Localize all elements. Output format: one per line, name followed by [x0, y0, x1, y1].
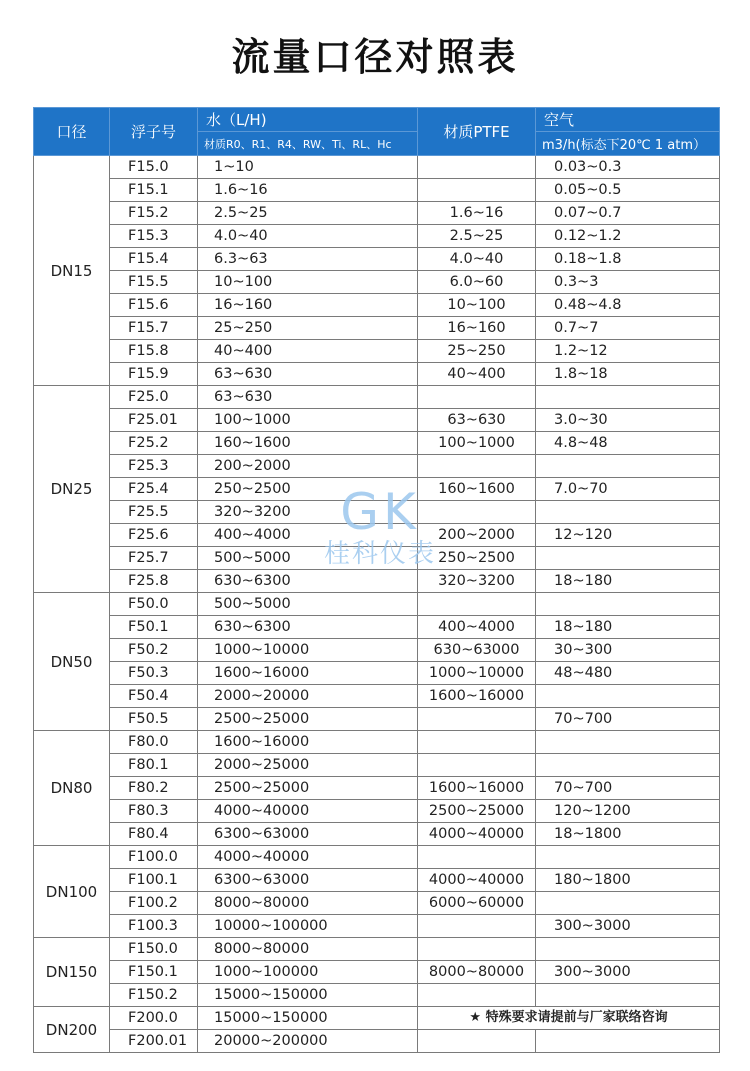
ptfe-range-cell: 4000~40000: [418, 869, 536, 892]
air-range-cell: 0.3~3: [536, 271, 720, 294]
water-range-cell: 200~2000: [198, 455, 418, 478]
table-row: [34, 777, 720, 800]
table-row: [34, 317, 720, 340]
ptfe-range-cell: 1.6~16: [418, 202, 536, 225]
table-row: [34, 800, 720, 823]
table-row: [34, 455, 720, 478]
float-cell: F15.4: [110, 248, 198, 271]
water-range-cell: 1000~100000: [198, 961, 418, 984]
header-ptfe: 材质PTFE: [418, 108, 536, 156]
water-range-cell: 1600~16000: [198, 731, 418, 754]
ptfe-range-cell: [418, 846, 536, 869]
air-range-cell: [536, 593, 720, 616]
float-cell: F25.6: [110, 524, 198, 547]
table-row: [34, 984, 720, 1007]
float-cell: F80.2: [110, 777, 198, 800]
float-cell: F15.0: [110, 156, 198, 179]
table-row: [34, 248, 720, 271]
water-range-cell: 320~3200: [198, 501, 418, 524]
float-cell: F15.3: [110, 225, 198, 248]
float-cell: F100.0: [110, 846, 198, 869]
float-cell: F15.7: [110, 317, 198, 340]
air-range-cell: [536, 731, 720, 754]
water-range-cell: 630~6300: [198, 570, 418, 593]
caliber-cell: DN15: [34, 156, 110, 386]
air-range-cell: 0.7~7: [536, 317, 720, 340]
ptfe-range-cell: [418, 455, 536, 478]
water-range-cell: 63~630: [198, 363, 418, 386]
water-range-cell: 15000~150000: [198, 984, 418, 1007]
water-range-cell: 63~630: [198, 386, 418, 409]
air-range-cell: 0.05~0.5: [536, 179, 720, 202]
page-title: 流量口径对照表: [231, 35, 519, 79]
table-row: [34, 156, 720, 179]
float-cell: F25.4: [110, 478, 198, 501]
ptfe-range-cell: 1600~16000: [418, 777, 536, 800]
air-range-cell: 120~1200: [536, 800, 720, 823]
ptfe-range-cell: [418, 386, 536, 409]
float-cell: F200.01: [110, 1030, 198, 1053]
float-cell: F50.2: [110, 639, 198, 662]
air-range-cell: 70~700: [536, 777, 720, 800]
table-row: [34, 202, 720, 225]
table-row: [34, 961, 720, 984]
table-row: [34, 731, 720, 754]
header-caliber: 口径: [34, 108, 110, 156]
header-water: 水（L/H): [198, 108, 418, 132]
float-cell: F200.0: [110, 1007, 198, 1030]
float-cell: F25.0: [110, 386, 198, 409]
table-row: [34, 501, 720, 524]
table-row: [34, 386, 720, 409]
float-cell: F100.2: [110, 892, 198, 915]
ptfe-range-cell: [418, 938, 536, 961]
header-water-material: 材质R0、R1、R4、RW、Ti、RL、Hc: [198, 132, 418, 156]
water-range-cell: 20000~200000: [198, 1030, 418, 1053]
table-row: [34, 271, 720, 294]
table-row: [34, 409, 720, 432]
ptfe-range-cell: 400~4000: [418, 616, 536, 639]
table-row: [34, 363, 720, 386]
ptfe-range-cell: 2.5~25: [418, 225, 536, 248]
ptfe-range-cell: [418, 984, 536, 1007]
table-row: [34, 225, 720, 248]
ptfe-range-cell: 40~400: [418, 363, 536, 386]
table-row: [34, 869, 720, 892]
table-row: [34, 570, 720, 593]
ptfe-range-cell: 4000~40000: [418, 823, 536, 846]
water-range-cell: 6300~63000: [198, 823, 418, 846]
float-cell: F150.0: [110, 938, 198, 961]
air-range-cell: 12~120: [536, 524, 720, 547]
float-cell: F80.0: [110, 731, 198, 754]
table-row: [34, 179, 720, 202]
ptfe-range-cell: [418, 708, 536, 731]
float-cell: F15.2: [110, 202, 198, 225]
table-row: [34, 662, 720, 685]
float-cell: F15.1: [110, 179, 198, 202]
ptfe-range-cell: 320~3200: [418, 570, 536, 593]
water-range-cell: 100~1000: [198, 409, 418, 432]
watermark-text: 桂科仪表: [323, 539, 436, 569]
float-cell: F25.8: [110, 570, 198, 593]
water-range-cell: 250~2500: [198, 478, 418, 501]
water-range-cell: 2000~20000: [198, 685, 418, 708]
water-range-cell: 1~10: [198, 156, 418, 179]
water-range-cell: 400~4000: [198, 524, 418, 547]
table-row: [34, 294, 720, 317]
float-cell: F15.8: [110, 340, 198, 363]
air-range-cell: [536, 892, 720, 915]
water-range-cell: 8000~80000: [198, 938, 418, 961]
water-range-cell: 6.3~63: [198, 248, 418, 271]
note-cell: ★ 特殊要求请提前与厂家联络咨询: [418, 1007, 720, 1030]
water-range-cell: 4000~40000: [198, 846, 418, 869]
float-cell: F15.5: [110, 271, 198, 294]
air-range-cell: 300~3000: [536, 961, 720, 984]
table-row: [34, 1030, 720, 1053]
water-range-cell: 630~6300: [198, 616, 418, 639]
air-range-cell: [536, 938, 720, 961]
table-row: [34, 823, 720, 846]
ptfe-range-cell: 6000~60000: [418, 892, 536, 915]
table-header: [34, 108, 720, 156]
table-row: [34, 915, 720, 938]
ptfe-range-cell: [418, 501, 536, 524]
float-cell: F80.3: [110, 800, 198, 823]
air-range-cell: 0.12~1.2: [536, 225, 720, 248]
water-range-cell: 10000~100000: [198, 915, 418, 938]
water-range-cell: 4000~40000: [198, 800, 418, 823]
ptfe-range-cell: 63~630: [418, 409, 536, 432]
float-cell: F100.1: [110, 869, 198, 892]
float-cell: F25.5: [110, 501, 198, 524]
ptfe-range-cell: 10~100: [418, 294, 536, 317]
table-body: [34, 156, 720, 1053]
caliber-cell: DN150: [34, 938, 110, 1007]
air-range-cell: 70~700: [536, 708, 720, 731]
air-range-cell: [536, 846, 720, 869]
air-range-cell: 4.8~48: [536, 432, 720, 455]
water-range-cell: 2000~25000: [198, 754, 418, 777]
air-range-cell: [536, 547, 720, 570]
flow-caliber-table: [33, 107, 720, 1053]
table-row: [34, 639, 720, 662]
air-range-cell: 18~1800: [536, 823, 720, 846]
air-range-cell: 3.0~30: [536, 409, 720, 432]
float-cell: F15.6: [110, 294, 198, 317]
ptfe-range-cell: 6.0~60: [418, 271, 536, 294]
table-row: [34, 593, 720, 616]
air-range-cell: [536, 455, 720, 478]
air-range-cell: [536, 984, 720, 1007]
table-row: [34, 478, 720, 501]
header-air-unit: m3/h(标态下20℃ 1 atm）: [536, 132, 720, 156]
float-cell: F25.7: [110, 547, 198, 570]
water-range-cell: 4.0~40: [198, 225, 418, 248]
table-row: [34, 846, 720, 869]
ptfe-range-cell: [418, 593, 536, 616]
water-range-cell: 1600~16000: [198, 662, 418, 685]
table-row: [34, 938, 720, 961]
water-range-cell: 6300~63000: [198, 869, 418, 892]
watermark-logo: GK: [340, 483, 420, 541]
ptfe-range-cell: [418, 731, 536, 754]
float-cell: F150.2: [110, 984, 198, 1007]
table-row: [34, 754, 720, 777]
float-cell: F50.0: [110, 593, 198, 616]
water-range-cell: 160~1600: [198, 432, 418, 455]
ptfe-range-cell: 8000~80000: [418, 961, 536, 984]
air-range-cell: [536, 685, 720, 708]
water-range-cell: 500~5000: [198, 593, 418, 616]
water-range-cell: 2500~25000: [198, 777, 418, 800]
water-range-cell: 2.5~25: [198, 202, 418, 225]
table-row: [34, 524, 720, 547]
float-cell: F50.3: [110, 662, 198, 685]
air-range-cell: [536, 501, 720, 524]
water-range-cell: 1000~10000: [198, 639, 418, 662]
header-air: 空气: [536, 108, 720, 132]
float-cell: F50.4: [110, 685, 198, 708]
header-float: 浮子号: [110, 108, 198, 156]
air-range-cell: 300~3000: [536, 915, 720, 938]
air-range-cell: 1.2~12: [536, 340, 720, 363]
float-cell: F50.5: [110, 708, 198, 731]
air-range-cell: 0.03~0.3: [536, 156, 720, 179]
float-cell: F25.01: [110, 409, 198, 432]
caliber-cell: DN50: [34, 593, 110, 731]
ptfe-range-cell: 16~160: [418, 317, 536, 340]
water-range-cell: 500~5000: [198, 547, 418, 570]
ptfe-range-cell: [418, 915, 536, 938]
air-range-cell: 180~1800: [536, 869, 720, 892]
water-range-cell: 2500~25000: [198, 708, 418, 731]
ptfe-range-cell: [418, 179, 536, 202]
air-range-cell: 30~300: [536, 639, 720, 662]
ptfe-range-cell: [418, 1030, 536, 1053]
ptfe-range-cell: 1000~10000: [418, 662, 536, 685]
water-range-cell: 40~400: [198, 340, 418, 363]
table-row: [34, 892, 720, 915]
caliber-cell: DN200: [34, 1007, 110, 1053]
water-range-cell: 16~160: [198, 294, 418, 317]
air-range-cell: [536, 386, 720, 409]
caliber-cell: DN80: [34, 731, 110, 846]
water-range-cell: 15000~150000: [198, 1007, 418, 1030]
table-row: [34, 708, 720, 731]
air-range-cell: 0.48~4.8: [536, 294, 720, 317]
water-range-cell: 25~250: [198, 317, 418, 340]
ptfe-range-cell: 25~250: [418, 340, 536, 363]
float-cell: F100.3: [110, 915, 198, 938]
water-range-cell: 1.6~16: [198, 179, 418, 202]
ptfe-range-cell: 250~2500: [418, 547, 536, 570]
table-row: [34, 340, 720, 363]
table-row: [34, 547, 720, 570]
air-range-cell: 18~180: [536, 616, 720, 639]
ptfe-range-cell: 2500~25000: [418, 800, 536, 823]
air-range-cell: 48~480: [536, 662, 720, 685]
float-cell: F80.1: [110, 754, 198, 777]
air-range-cell: 1.8~18: [536, 363, 720, 386]
ptfe-range-cell: 100~1000: [418, 432, 536, 455]
ptfe-range-cell: 200~2000: [418, 524, 536, 547]
ptfe-range-cell: [418, 754, 536, 777]
float-cell: F150.1: [110, 961, 198, 984]
float-cell: F25.3: [110, 455, 198, 478]
air-range-cell: [536, 1030, 720, 1053]
table-row: [34, 1007, 720, 1030]
float-cell: F50.1: [110, 616, 198, 639]
float-cell: F15.9: [110, 363, 198, 386]
ptfe-range-cell: 630~63000: [418, 639, 536, 662]
caliber-cell: DN25: [34, 386, 110, 593]
air-range-cell: 18~180: [536, 570, 720, 593]
table-row: [34, 616, 720, 639]
air-range-cell: 7.0~70: [536, 478, 720, 501]
air-range-cell: 0.18~1.8: [536, 248, 720, 271]
float-cell: F25.2: [110, 432, 198, 455]
ptfe-range-cell: 1600~16000: [418, 685, 536, 708]
ptfe-range-cell: 160~1600: [418, 478, 536, 501]
table-row: [34, 432, 720, 455]
ptfe-range-cell: 4.0~40: [418, 248, 536, 271]
float-cell: F80.4: [110, 823, 198, 846]
air-range-cell: 0.07~0.7: [536, 202, 720, 225]
air-range-cell: [536, 754, 720, 777]
ptfe-range-cell: [418, 156, 536, 179]
water-range-cell: 8000~80000: [198, 892, 418, 915]
table-row: [34, 685, 720, 708]
water-range-cell: 10~100: [198, 271, 418, 294]
caliber-cell: DN100: [34, 846, 110, 938]
